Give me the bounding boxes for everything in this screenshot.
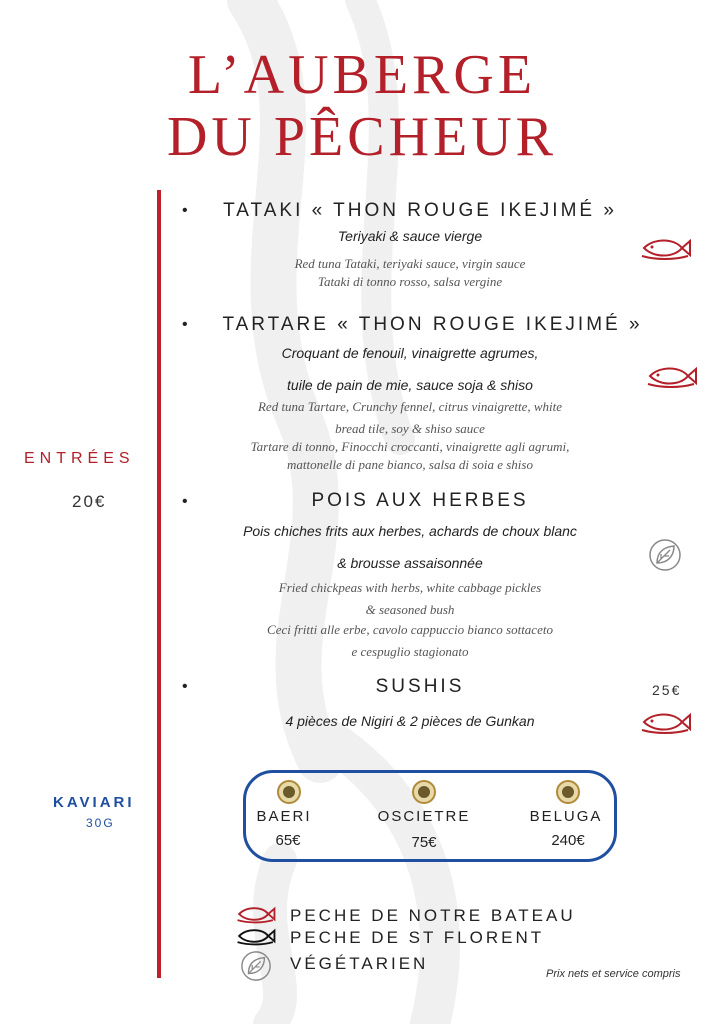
- dish-translation: Red tuna Tataki, teriyaki sauce, virgin sauce: [294, 256, 526, 271]
- bullet: •: [182, 202, 188, 219]
- kaviari-weight: 30G: [86, 816, 115, 830]
- caviar-tin-icon: [276, 779, 302, 805]
- footer-note: Prix nets et service compris: [546, 968, 681, 980]
- dish-translation: & seasoned bush: [365, 602, 455, 617]
- legend-text: PECHE DE ST FLORENT: [290, 928, 545, 947]
- vertical-divider: [157, 190, 161, 978]
- red-fish-icon: [646, 364, 698, 388]
- caviar-price: 240€: [551, 832, 585, 849]
- leaf-icon: [648, 538, 682, 572]
- dish-translation: Red tuna Tartare, Crunchy fennel, citrus vinaigrette, white: [257, 399, 563, 414]
- caviar-tin-icon: [555, 779, 581, 805]
- bullet: •: [182, 316, 188, 333]
- kaviari-label: KAVIARI: [53, 794, 135, 811]
- section-price: 20€: [72, 492, 107, 511]
- dish-translation: mattonelle di pane bianco, salsa di soia e shiso: [287, 457, 533, 472]
- caviar-name: OSCIETRE: [377, 808, 471, 825]
- caviar-tin-icon: [411, 779, 437, 805]
- legend-text: VÉGÉTARIEN: [290, 954, 429, 973]
- dish-name: TARTARE « THON ROUGE IKEJIMÉ »: [222, 314, 643, 335]
- legend-text: PECHE DE NOTRE BATEAU: [290, 906, 576, 925]
- dish-translation: Tataki di tonno rosso, salsa vergine: [317, 274, 503, 289]
- section-label: ENTRÉES: [24, 450, 135, 467]
- caviar-name: BELUGA: [529, 808, 603, 825]
- restaurant-title-line2: DU PÊCHEUR: [166, 106, 558, 168]
- red-fish-icon: [640, 710, 692, 734]
- leaf-icon: [240, 950, 272, 982]
- dish-description-fr: Pois chiches frits aux herbes, achards de choux blanc: [243, 523, 577, 539]
- caviar-name: BAERI: [256, 808, 312, 825]
- dish-name: TATAKI « THON ROUGE IKEJIMÉ »: [223, 200, 617, 221]
- caviar-price: 65€: [275, 832, 301, 849]
- bullet: •: [182, 493, 188, 510]
- dish-price: 25€: [652, 682, 682, 698]
- dish-translation: Fried chickpeas with herbs, white cabbage pickles: [278, 580, 542, 595]
- caviar-price: 75€: [411, 834, 437, 851]
- dish-description-fr: Croquant de fenouil, vinaigrette agrumes,: [281, 345, 539, 361]
- dish-description-fr: 4 pièces de Nigiri & 2 pièces de Gunkan: [285, 713, 535, 729]
- dish-translation: bread tile, soy & shiso sauce: [335, 421, 485, 436]
- dish-translation: Ceci fritti alle erbe, cavolo cappuccio bianco sottaceto: [267, 622, 553, 637]
- dish-description-fr: & brousse assaisonnée: [337, 555, 483, 571]
- dish-name: SUSHIS: [375, 676, 465, 697]
- red-fish-icon: [640, 236, 692, 260]
- dish-description-fr: Teriyaki & sauce vierge: [337, 228, 483, 244]
- bullet: •: [182, 678, 188, 695]
- black-fish-icon: [236, 926, 276, 946]
- dish-translation: e cespuglio stagionato: [351, 644, 469, 659]
- red-fish-icon: [236, 904, 276, 924]
- restaurant-title-line1: L’AUBERGE: [187, 44, 537, 106]
- dish-name: POIS AUX HERBES: [311, 490, 529, 511]
- dish-description-fr: tuile de pain de mie, sauce soja & shiso: [287, 377, 533, 393]
- dish-translation: Tartare di tonno, Finocchi croccanti, vinaigrette agli agrumi,: [250, 439, 570, 454]
